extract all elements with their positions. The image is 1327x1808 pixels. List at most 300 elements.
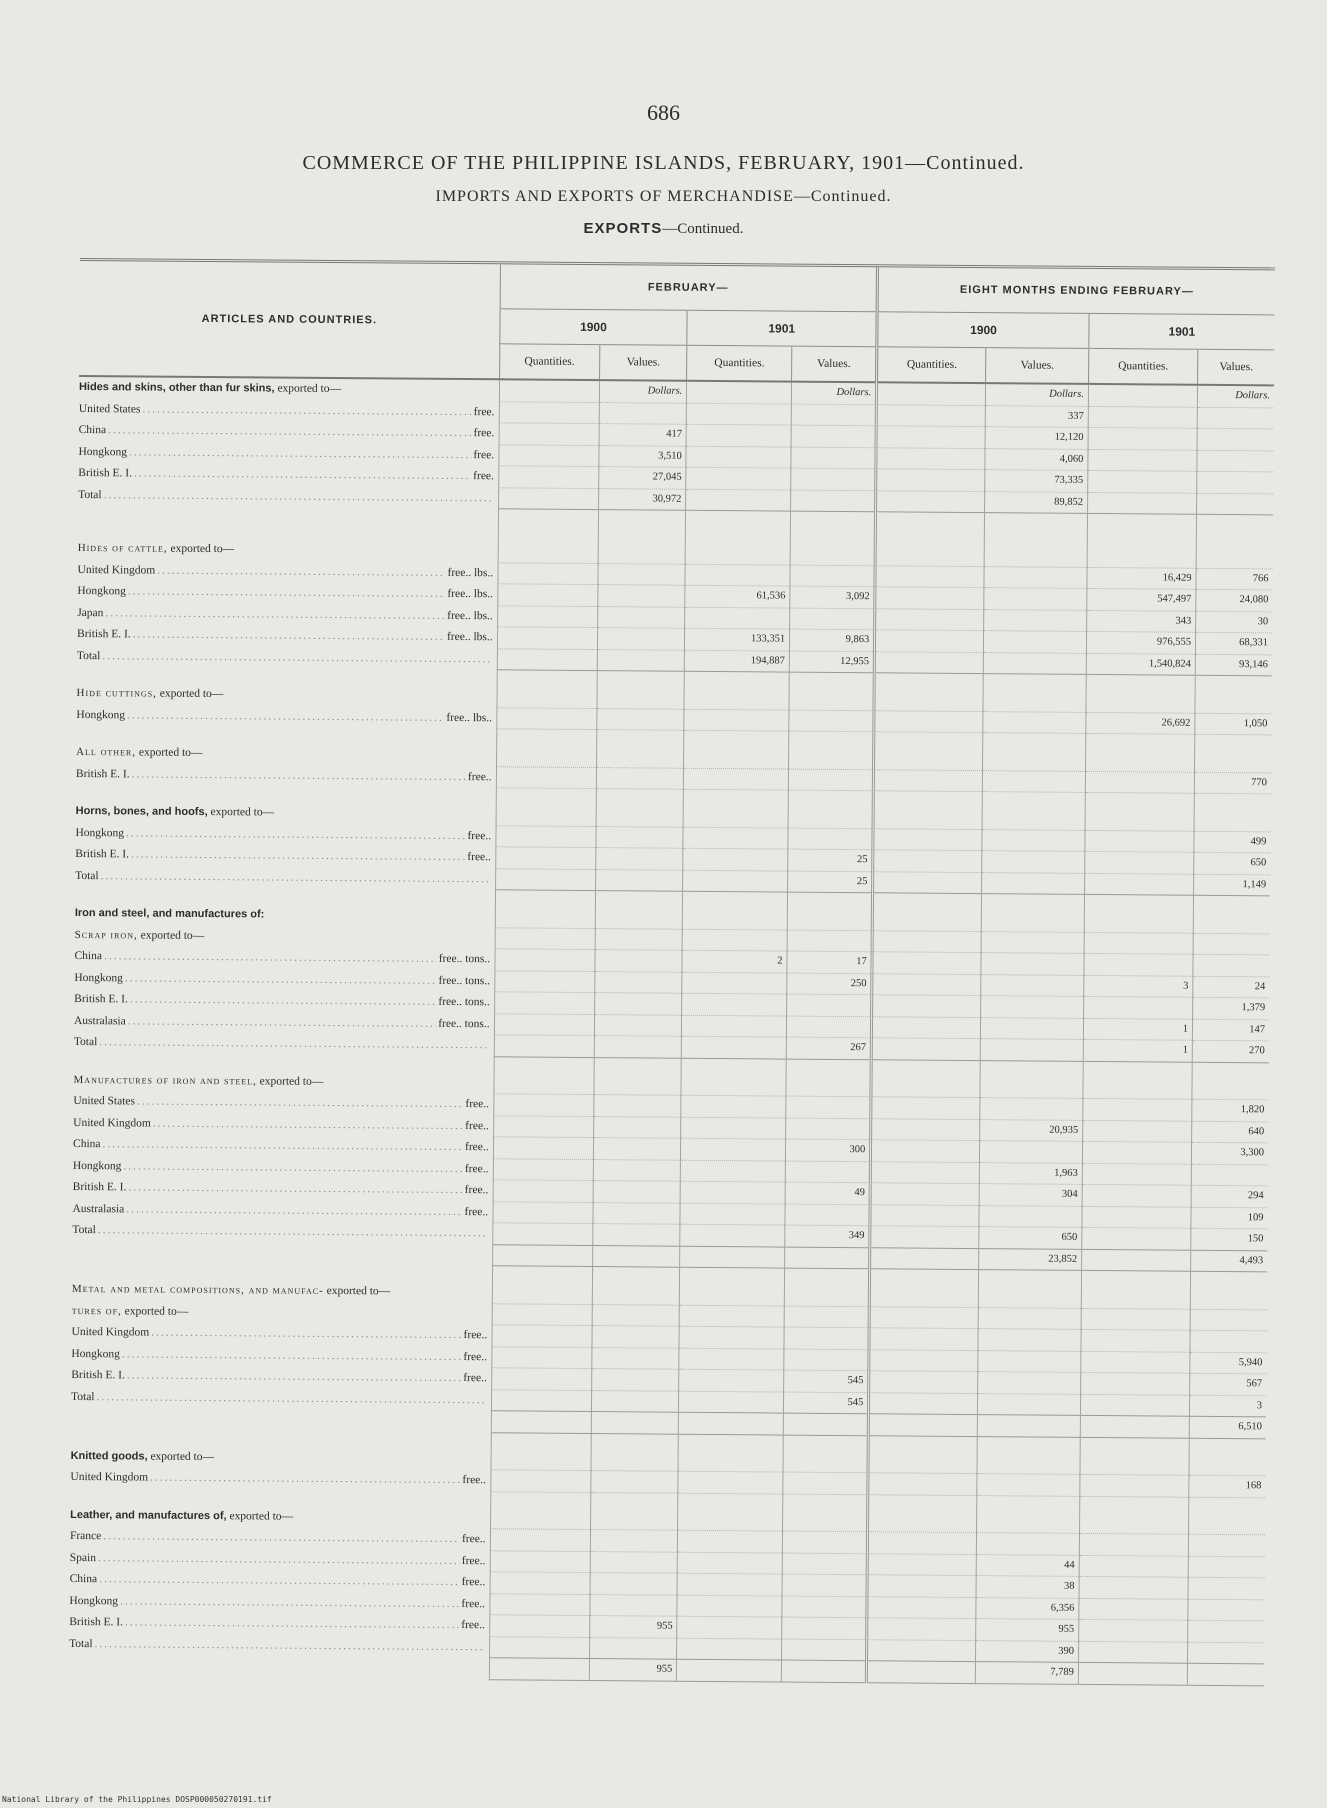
value-cell xyxy=(874,710,983,732)
spacer-cell xyxy=(1189,1438,1266,1455)
spacer-cell xyxy=(1084,894,1193,911)
value-cell: 6,510 xyxy=(1189,1416,1266,1438)
value-cell xyxy=(597,687,684,709)
value-cell xyxy=(1080,1474,1189,1496)
value-cell xyxy=(980,1077,1083,1099)
value-cell xyxy=(873,807,982,829)
row-label xyxy=(73,1112,493,1137)
value-cell xyxy=(491,1346,592,1368)
section-name: Hide cuttings, xyxy=(76,687,157,700)
spacer-cell xyxy=(490,1491,591,1508)
spacer-cell xyxy=(1195,734,1272,751)
spacer-cell xyxy=(1196,531,1273,548)
leader-dots xyxy=(137,1091,464,1114)
value-cell xyxy=(875,565,984,587)
value-cell xyxy=(982,872,1085,894)
value-cell: 26,692 xyxy=(1086,712,1195,734)
value-cell xyxy=(683,908,788,930)
value-cell xyxy=(1189,1454,1266,1476)
value-cell xyxy=(872,930,981,952)
value-cell xyxy=(872,909,981,931)
section-exported: exported to— xyxy=(121,1304,189,1318)
row-label xyxy=(78,441,498,466)
leader-dots xyxy=(128,1177,462,1200)
value-cell xyxy=(595,928,682,950)
value-cell xyxy=(590,1551,677,1573)
value-cell xyxy=(1188,1599,1265,1621)
value-cell xyxy=(678,1552,783,1574)
value-cell xyxy=(495,927,596,949)
value-cell: 4,060 xyxy=(985,448,1088,470)
section-label xyxy=(75,924,495,949)
country-name: British E. I. xyxy=(76,627,131,641)
section-label xyxy=(72,1300,492,1325)
value-cell xyxy=(1083,996,1192,1018)
value-cell xyxy=(1188,1577,1265,1599)
value-cell xyxy=(679,1305,784,1327)
exports-table xyxy=(69,258,1275,1686)
value-cell xyxy=(593,1224,680,1246)
spacer-cell xyxy=(874,673,983,690)
value-cell xyxy=(593,1202,680,1224)
value-cell: 343 xyxy=(1087,610,1196,632)
spacer-cell xyxy=(1194,793,1271,810)
country-name: Total xyxy=(72,1223,96,1237)
value-cell xyxy=(496,766,597,788)
country-name: British E. I. xyxy=(69,1615,124,1629)
value-cell xyxy=(872,1016,981,1038)
value-cell: 147 xyxy=(1192,1019,1269,1041)
value-cell xyxy=(490,1529,591,1551)
value-cell xyxy=(686,446,791,468)
country-name: Hongkong xyxy=(71,1347,121,1360)
footer-credit: National Library of the Philippines DOSP000050270191.tif xyxy=(2,1795,272,1804)
value-cell xyxy=(1083,1077,1192,1099)
value-cell xyxy=(784,1285,869,1307)
country-name: China xyxy=(72,1137,101,1151)
value-cell xyxy=(869,1328,978,1350)
value-cell xyxy=(686,467,791,489)
spacer-cell xyxy=(977,1436,1080,1453)
country-name: Australasia xyxy=(73,1014,126,1027)
value-cell xyxy=(598,563,685,585)
leader-dots xyxy=(128,581,446,604)
spacer-cell xyxy=(680,1267,785,1284)
value-cell xyxy=(785,1161,870,1183)
value-cell xyxy=(784,1327,869,1349)
tariff-status: free.. xyxy=(461,1576,486,1589)
section-label xyxy=(73,1069,493,1093)
row-label xyxy=(71,1343,491,1368)
spacer-cell xyxy=(983,733,1086,750)
value-cell xyxy=(984,545,1087,567)
row-label xyxy=(78,484,498,509)
leader-dots xyxy=(96,1387,484,1411)
section-exported: exported to— xyxy=(323,1285,391,1298)
value-cell xyxy=(1087,492,1196,514)
leader-dots xyxy=(125,1612,459,1635)
value-cell: 25 xyxy=(788,871,873,893)
tariff-status: free.. tons.. xyxy=(438,974,491,987)
country-name: Total xyxy=(78,488,102,501)
country-name: Total xyxy=(73,1035,98,1049)
value-cell: 547,497 xyxy=(1087,588,1196,610)
spacer-cell xyxy=(790,528,875,545)
value-cell xyxy=(977,1533,1080,1555)
value-cell xyxy=(984,631,1087,653)
value-cell xyxy=(872,995,981,1017)
value-cell: 1,820 xyxy=(1192,1099,1269,1121)
value-cell xyxy=(1195,751,1272,773)
value-cell xyxy=(789,689,874,711)
value-cell xyxy=(679,1348,784,1370)
value-cell xyxy=(791,490,876,512)
country-name: Hongkong xyxy=(75,826,125,839)
value-cell xyxy=(978,1350,1081,1372)
spacer-cell xyxy=(1190,1271,1267,1288)
tariff-status: free.. xyxy=(461,1533,486,1546)
spacer-cell xyxy=(982,894,1085,911)
tariff-status: free.. xyxy=(463,1350,488,1363)
value-cell xyxy=(683,870,788,892)
value-cell xyxy=(494,992,595,1014)
feb-1901-header: 1901 xyxy=(687,310,877,346)
value-cell xyxy=(681,1074,786,1096)
value-cell xyxy=(1197,450,1274,472)
value-cell xyxy=(875,587,984,609)
value-cell: 766 xyxy=(1196,568,1273,590)
country-name: United Kingdom xyxy=(73,1116,151,1130)
value-cell: 3,300 xyxy=(1191,1142,1268,1164)
value-cell xyxy=(870,1247,979,1269)
country-name: United States xyxy=(73,1094,136,1108)
value-cell xyxy=(598,585,685,607)
value-cell xyxy=(491,1449,592,1471)
value-cell xyxy=(590,1573,677,1595)
section-title: EXPORTS xyxy=(583,220,663,237)
value-cell xyxy=(986,383,1089,406)
spacer-cell xyxy=(684,671,789,688)
row-label xyxy=(71,1364,491,1389)
value-cell xyxy=(1197,428,1274,450)
spacer-cell xyxy=(1086,674,1195,691)
value-cell xyxy=(869,1371,978,1393)
row-label xyxy=(72,1198,492,1223)
value-cell xyxy=(489,1636,590,1658)
section-label xyxy=(76,683,496,707)
spacer-cell xyxy=(789,731,874,748)
country-name: Hongkong xyxy=(77,584,126,598)
value-cell xyxy=(1082,1184,1191,1206)
section-label xyxy=(78,538,498,562)
value-cell xyxy=(491,1411,592,1433)
value-cell xyxy=(871,1038,980,1060)
row-label-line xyxy=(79,420,495,444)
value-cell xyxy=(493,1180,594,1202)
value-cell xyxy=(680,1224,785,1246)
row-label-line xyxy=(74,946,490,970)
section-name: Hides and skins, other than fur skins, xyxy=(78,381,275,395)
value-cell xyxy=(678,1450,783,1472)
values-header: Values. xyxy=(1198,349,1275,385)
row-label-line xyxy=(69,1633,485,1657)
value-cell xyxy=(1193,954,1270,976)
row-label-line xyxy=(77,624,493,648)
spacer-cell xyxy=(1085,792,1194,809)
row-label-line xyxy=(71,1322,487,1346)
spacer-cell xyxy=(1195,675,1272,692)
spacer-cell xyxy=(783,1435,868,1452)
page-title: COMMERCE OF THE PHILIPPINE ISLANDS, FEBRUARY, 1901—Continued. xyxy=(302,152,1025,174)
leader-dots xyxy=(98,1220,486,1244)
value-cell xyxy=(592,1369,679,1391)
feb-1900-header: 1900 xyxy=(499,309,687,345)
value-cell xyxy=(1190,1330,1267,1352)
value-cell: 89,852 xyxy=(985,491,1088,513)
leader-dots xyxy=(153,1113,464,1136)
tariff-status: free.. lbs.. xyxy=(447,587,494,601)
row-label xyxy=(77,623,497,648)
value-cell xyxy=(1191,1164,1268,1186)
row-label-line xyxy=(70,1526,486,1550)
country-name: British E. I. xyxy=(78,466,133,480)
section-label xyxy=(72,1279,492,1303)
value-cell xyxy=(679,1369,784,1391)
tariff-status: free.. xyxy=(464,1184,489,1197)
value-cell: 1,540,824 xyxy=(1086,653,1195,675)
value-cell xyxy=(978,1329,1081,1351)
value-cell xyxy=(497,584,598,606)
value-cell xyxy=(1195,692,1272,714)
value-cell xyxy=(870,1285,979,1307)
value-cell: 976,555 xyxy=(1086,631,1195,653)
country-name: China xyxy=(78,423,107,437)
value-cell xyxy=(871,1076,980,1098)
leader-dots xyxy=(157,560,445,583)
value-cell xyxy=(596,848,683,870)
value-cell xyxy=(876,426,985,448)
value-cell xyxy=(789,748,874,770)
spacer-cell xyxy=(494,1056,595,1073)
section-name: Leather, and manufactures of, xyxy=(70,1508,227,1522)
row-label xyxy=(69,1654,489,1679)
value-cell xyxy=(685,564,790,586)
row-label-line xyxy=(72,1220,488,1244)
section-name: Horns, bones, and hoofs, xyxy=(75,805,208,819)
country-name: British E. I. xyxy=(75,767,130,780)
values-header: Values. xyxy=(986,348,1089,384)
value-cell: 770 xyxy=(1194,772,1271,794)
spacer-cell xyxy=(681,1058,786,1075)
value-cell xyxy=(870,1161,979,1183)
leader-dots xyxy=(126,823,466,846)
leader-dots xyxy=(99,1569,460,1592)
value-cell xyxy=(496,707,597,729)
spacer-cell xyxy=(1192,1062,1269,1079)
value-cell xyxy=(1081,1329,1190,1351)
row-label xyxy=(76,704,496,729)
value-cell xyxy=(1078,1641,1187,1663)
value-cell xyxy=(686,424,791,446)
country-name: Japan xyxy=(77,606,104,619)
value-cell xyxy=(875,630,984,652)
value-cell xyxy=(791,382,876,405)
value-cell: 250 xyxy=(787,973,872,995)
spacer-cell xyxy=(868,1494,977,1511)
value-cell xyxy=(790,608,875,630)
value-cell xyxy=(499,401,600,423)
value-cell xyxy=(1082,1227,1191,1249)
row-label xyxy=(75,822,495,847)
row-label xyxy=(69,1590,489,1615)
value-cell xyxy=(981,1039,1084,1061)
tariff-status: free.. xyxy=(464,1162,489,1175)
value-cell xyxy=(596,767,683,789)
section-suffix: —Continued. xyxy=(662,221,744,237)
value-cell xyxy=(1197,493,1274,515)
value-cell xyxy=(497,648,598,670)
spacer-cell xyxy=(868,1435,977,1452)
row-label-line xyxy=(77,602,493,626)
country-name: British E. I. xyxy=(75,847,130,861)
value-cell xyxy=(594,1074,681,1096)
value-cell xyxy=(869,1349,978,1371)
value-cell xyxy=(788,769,873,791)
country-name: British E. I. xyxy=(74,992,128,1006)
value-cell xyxy=(1079,1619,1188,1641)
value-cell xyxy=(490,1550,591,1572)
row-label xyxy=(77,559,497,584)
country-name: British E. I. xyxy=(71,1368,125,1382)
value-cell: 567 xyxy=(1190,1373,1267,1395)
value-cell xyxy=(981,953,1084,975)
leader-dots xyxy=(132,764,466,787)
value-cell xyxy=(870,1204,979,1226)
value-cell xyxy=(981,996,1084,1018)
value-cell xyxy=(596,805,683,827)
value-cell xyxy=(783,1472,868,1494)
value-cell xyxy=(789,710,874,732)
value-cell xyxy=(1188,1556,1265,1578)
value-cell xyxy=(981,1017,1084,1039)
value-cell xyxy=(498,487,599,509)
value-cell xyxy=(1190,1309,1267,1331)
tariff-status: free.. xyxy=(464,1141,489,1154)
row-label xyxy=(76,763,496,788)
row-label xyxy=(77,645,497,670)
value-cell xyxy=(682,1036,787,1058)
quantities-header: Quantities. xyxy=(877,347,986,383)
spacer-cell xyxy=(684,730,789,747)
value-cell xyxy=(492,1244,593,1266)
value-cell xyxy=(683,827,788,849)
section-label xyxy=(76,801,496,825)
value-cell xyxy=(594,1014,681,1036)
value-cell xyxy=(594,1095,681,1117)
page-subtitle: IMPORTS AND EXPORTS OF MERCHANDISE—Continued. xyxy=(435,188,892,205)
value-cell: 300 xyxy=(786,1139,871,1161)
value-cell xyxy=(491,1368,592,1390)
leader-dots xyxy=(127,1365,461,1388)
value-cell xyxy=(493,1115,594,1137)
spacer-cell xyxy=(1083,1061,1192,1078)
value-cell xyxy=(782,1574,867,1596)
value-cell: 955 xyxy=(976,1619,1079,1641)
value-cell xyxy=(592,1347,679,1369)
row-label xyxy=(79,419,499,444)
value-cell xyxy=(495,868,596,890)
spacer-cell xyxy=(873,791,982,808)
value-cell xyxy=(983,690,1086,712)
spacer-cell xyxy=(1080,1437,1189,1454)
country-name: United States xyxy=(78,402,141,415)
value-cell: 7,789 xyxy=(976,1662,1079,1684)
leader-dots xyxy=(104,485,492,509)
row-label-line xyxy=(70,1467,486,1491)
value-cell: 12,120 xyxy=(985,427,1088,449)
value-cell xyxy=(873,828,982,850)
country-name: China xyxy=(69,1572,98,1586)
tariff-status: free. xyxy=(473,448,495,461)
value-cell xyxy=(498,466,599,488)
value-cell xyxy=(982,910,1085,932)
value-cell xyxy=(980,1141,1083,1163)
value-cell xyxy=(876,447,985,469)
value-cell xyxy=(787,994,872,1016)
value-cell xyxy=(786,1118,871,1140)
row-label-line xyxy=(73,1091,489,1115)
value-cell: 16,429 xyxy=(1087,567,1196,589)
value-cell: 25 xyxy=(788,849,873,871)
value-cell xyxy=(868,1473,977,1495)
eight-1901-header: 1901 xyxy=(1089,313,1275,349)
row-label xyxy=(74,945,494,970)
value-cell: 1,963 xyxy=(980,1162,1083,1184)
value-cell xyxy=(786,1075,871,1097)
value-cell xyxy=(591,1509,678,1531)
value-cell xyxy=(489,1593,590,1615)
value-cell xyxy=(593,1159,680,1181)
spacer-cell xyxy=(686,510,791,527)
section-name: Knitted goods, xyxy=(70,1449,148,1463)
leader-dots xyxy=(104,946,437,969)
value-cell xyxy=(788,828,873,850)
value-cell xyxy=(874,769,983,791)
tariff-status: free.. xyxy=(462,1474,487,1487)
tariff-status: free.. xyxy=(465,1119,489,1132)
spacer-cell xyxy=(496,729,597,746)
value-cell xyxy=(1084,911,1193,933)
value-cell xyxy=(491,1389,592,1411)
value-cell xyxy=(687,403,792,425)
value-cell xyxy=(868,1452,977,1474)
spacer-cell xyxy=(873,893,982,910)
spacer-cell xyxy=(678,1493,783,1510)
value-cell xyxy=(499,423,600,445)
leader-dots xyxy=(95,1634,483,1658)
value-cell xyxy=(681,1138,786,1160)
country-name: Hongkong xyxy=(74,971,123,984)
value-cell xyxy=(595,971,682,993)
value-cell xyxy=(782,1553,867,1575)
value-cell xyxy=(980,1098,1083,1120)
spacer-cell xyxy=(491,1432,592,1449)
spacer-cell xyxy=(876,512,985,529)
value-cell xyxy=(874,689,983,711)
value-cell xyxy=(492,1282,593,1304)
value-cell xyxy=(978,1307,1081,1329)
spacer-cell xyxy=(492,1266,593,1283)
